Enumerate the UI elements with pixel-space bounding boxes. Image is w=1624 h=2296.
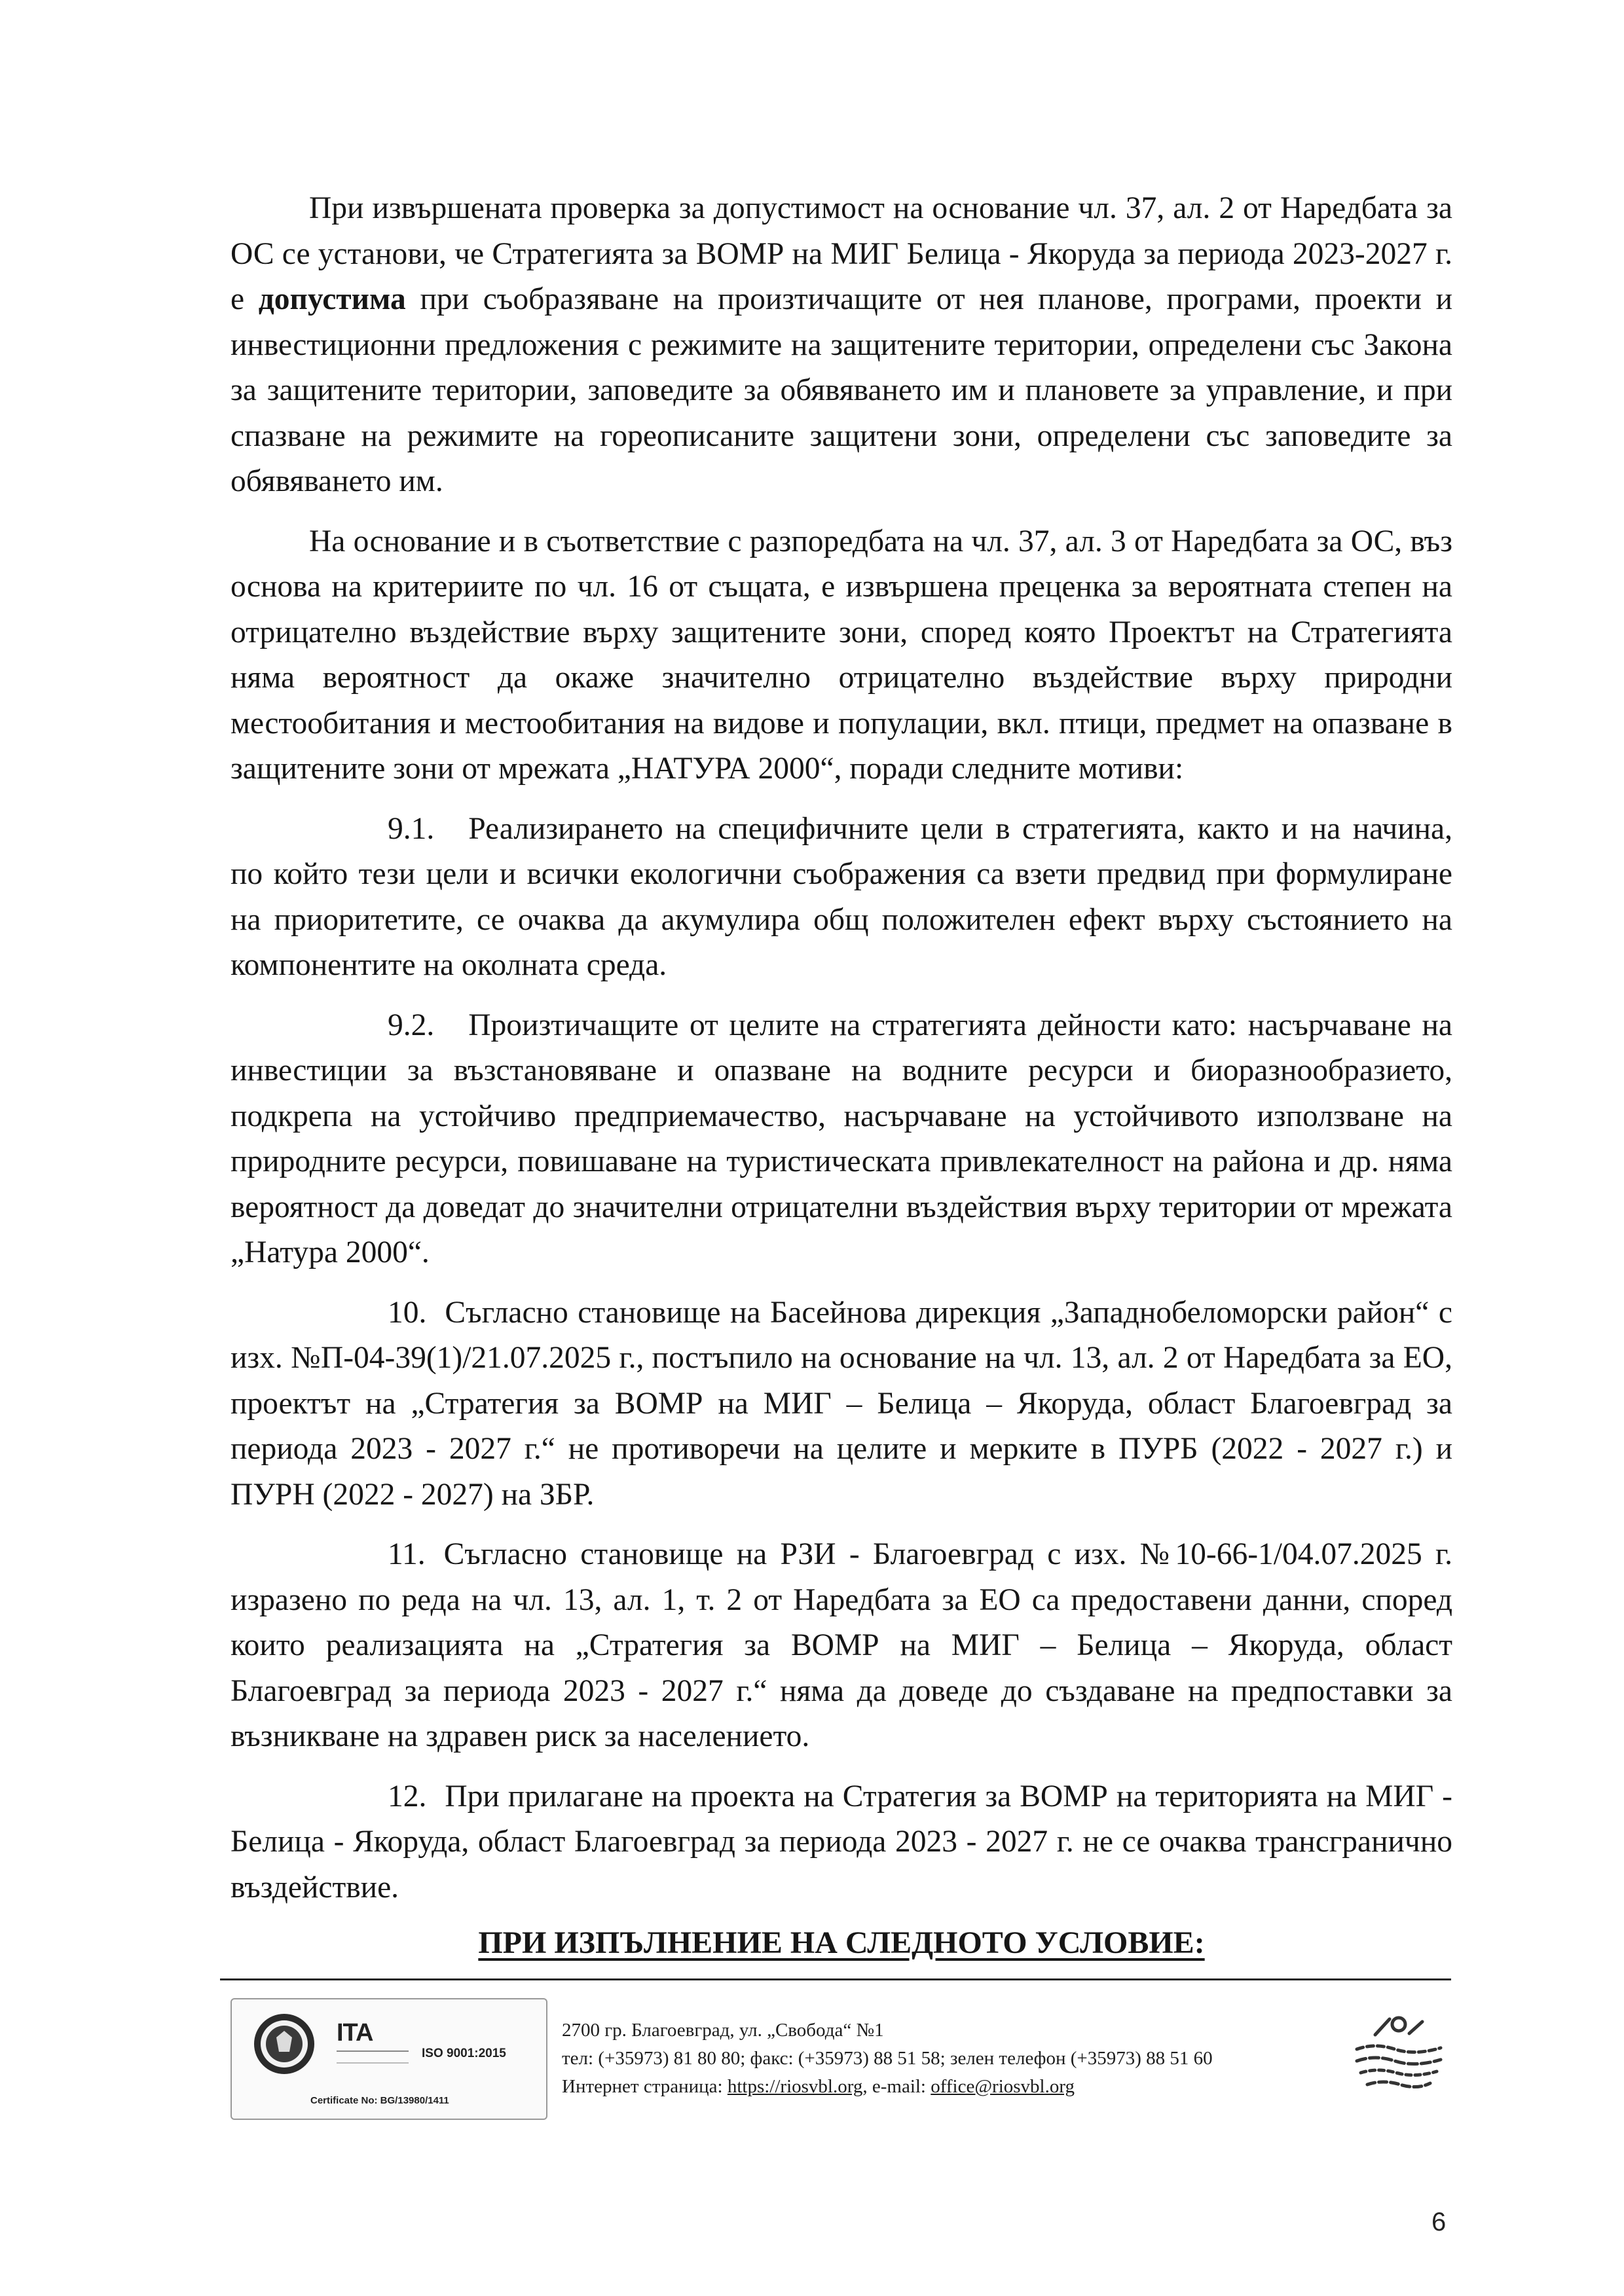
iso-label: ISO 9001:2015 [422,2047,506,2060]
paragraph-9-1 [231,807,1452,989]
paragraph-text: Съгласно становище на Басейнова дирекция „Западнобеломорски район“ с изх. №П-04-39(1)/21.07.2025 г., постъпило на основание на чл. 13, ал. 2 от Наредбата за ЕО, проектът на „Стратегия за ВОМР на МИГ – Белица – Якоруда, област Благоевград за периода 2023 - 2027 г.“ не противоречи на целите и мерките в ПУРБ (2022 - 2027 г.) и ПУРН (2022 - 2027) на ЗБР. [231,1295,1452,1512]
paragraph-10 [231,1290,1452,1518]
footer-web-line [562,2073,1213,2101]
footer-divider [220,1978,1451,1980]
item-number: 12. [388,1779,427,1813]
email-label: , e-mail: [862,2076,931,2097]
riosv-logo-icon [1349,2010,1447,2102]
paragraph-11 [231,1532,1452,1760]
paragraph-text: при съобразяване на произтичащите от нея планове, програми, проекти и инвестиционни предложения с режимите на защитените територии, определени със Закона за защитените територии, заповедите за обявяването им и плановете за управление, и при спазване на режимите на гореописаните защитени зони, определени със заповедите за обявяването им. [231,282,1452,498]
email-link[interactable]: office@riosvbl.org [931,2076,1075,2097]
paragraph-assessment: На основание и в съответствие с разпоредбата на чл. 37, ал. 3 от Наредбата за ОС, въз основа на критериите по чл. 16 от същата, е извършена преценка за вероятната степен на отрицателно въздействие върху защитените зони, според която Проектът на Стратегията няма вероятност да окаже значително отрицателно въздействие върху природни местообитания и местообитания на видове и популации, вкл. птици, предмет на опазване в защитените зони от мрежата „НАТУРА 2000“, поради следните мотиви: [231,524,1452,786]
footer-contact [562,2016,1213,2101]
paragraph-12 [231,1774,1452,1911]
certification-box [231,1998,547,2120]
item-number: 10. [388,1295,427,1330]
website-link[interactable]: https://riosvbl.org [727,2076,863,2097]
page-number: 6 [1431,2208,1447,2236]
paragraph-text: При извършената проверка за допустимост на основание чл. 37, ал. 2 от Наредбата за ОС се установи, че Стратегията за ВОМР на МИГ Белица - Якоруда за периода 2023-2027 г. е [231,191,1452,316]
certificate-number: Certificate No: BG/13980/1411 [310,2095,449,2106]
paragraph-text: Реализирането на специфичните цели в стратегията, както и на начина, по който тези цели и всички екологични съображения са взети предвид при формулиране на приоритетите, се очаква да акумулира общ положителен ефект върху състоянието на компонентите на околната среда. [231,811,1452,982]
paragraph-text: Произтичащите от целите на стратегията дейности като: насърчаване на инвестиции за възстановяване и опазване на водните ресурси и биоразнообразието, подкрепа на устойчиво предприемачество, насърчаване на устойчивото използване на природните ресурси, повишаване на туристическата привлекателност на района и др. няма вероятност да доведат до значителни отрицателни въздействия върху територии от мрежата „Натура 2000“. [231,1008,1452,1269]
footer-address: 2700 гр. Благоевград, ул. „Свобода“ №1 [562,2020,884,2041]
paragraph-9-2 [231,1003,1452,1276]
bold-term: допустима [258,282,406,316]
footer-phones: тел: (+35973) 81 80 80; факс: (+35973) 88 51 58; зелен телефон (+35973) 88 51 60 [562,2048,1213,2069]
ita-logo: ITA [337,2019,373,2047]
accreditation-seal-icon [251,2011,317,2077]
item-number: 9.2. [388,1008,435,1042]
ita-logo-underline [337,2050,409,2064]
item-number: 9.1. [388,811,435,846]
paragraph-admissibility [231,186,1452,505]
web-label: Интернет страница: [562,2076,728,2097]
document-body [231,186,1452,1925]
paragraph-text: Съгласно становище на РЗИ - Благоевград с изх. №10-66-1/04.07.2025 г. изразено по реда на чл. 13, ал. 1, т. 2 от Наредбата за ЕО са предоставени данни, според които реализацията на „Стратегия за ВОМР на МИГ – Белица – Якоруда, област Благоевград за периода 2023 - 2027 г.“ няма да доведе до създаване на предпоставки за възникване на здравен риск за населението. [231,1537,1452,1753]
item-number: 11. [388,1537,426,1571]
condition-heading: ПРИ ИЗПЪЛНЕНИЕ НА СЛЕДНОТО УСЛОВИЕ: [478,1925,1205,1960]
paragraph-text: При прилагане на проекта на Стратегия за ВОМР на територията на МИГ - Белица - Якоруда, област Благоевград за периода 2023 - 2027 г. не се очаква трансгранично въздействие. [231,1779,1452,1904]
